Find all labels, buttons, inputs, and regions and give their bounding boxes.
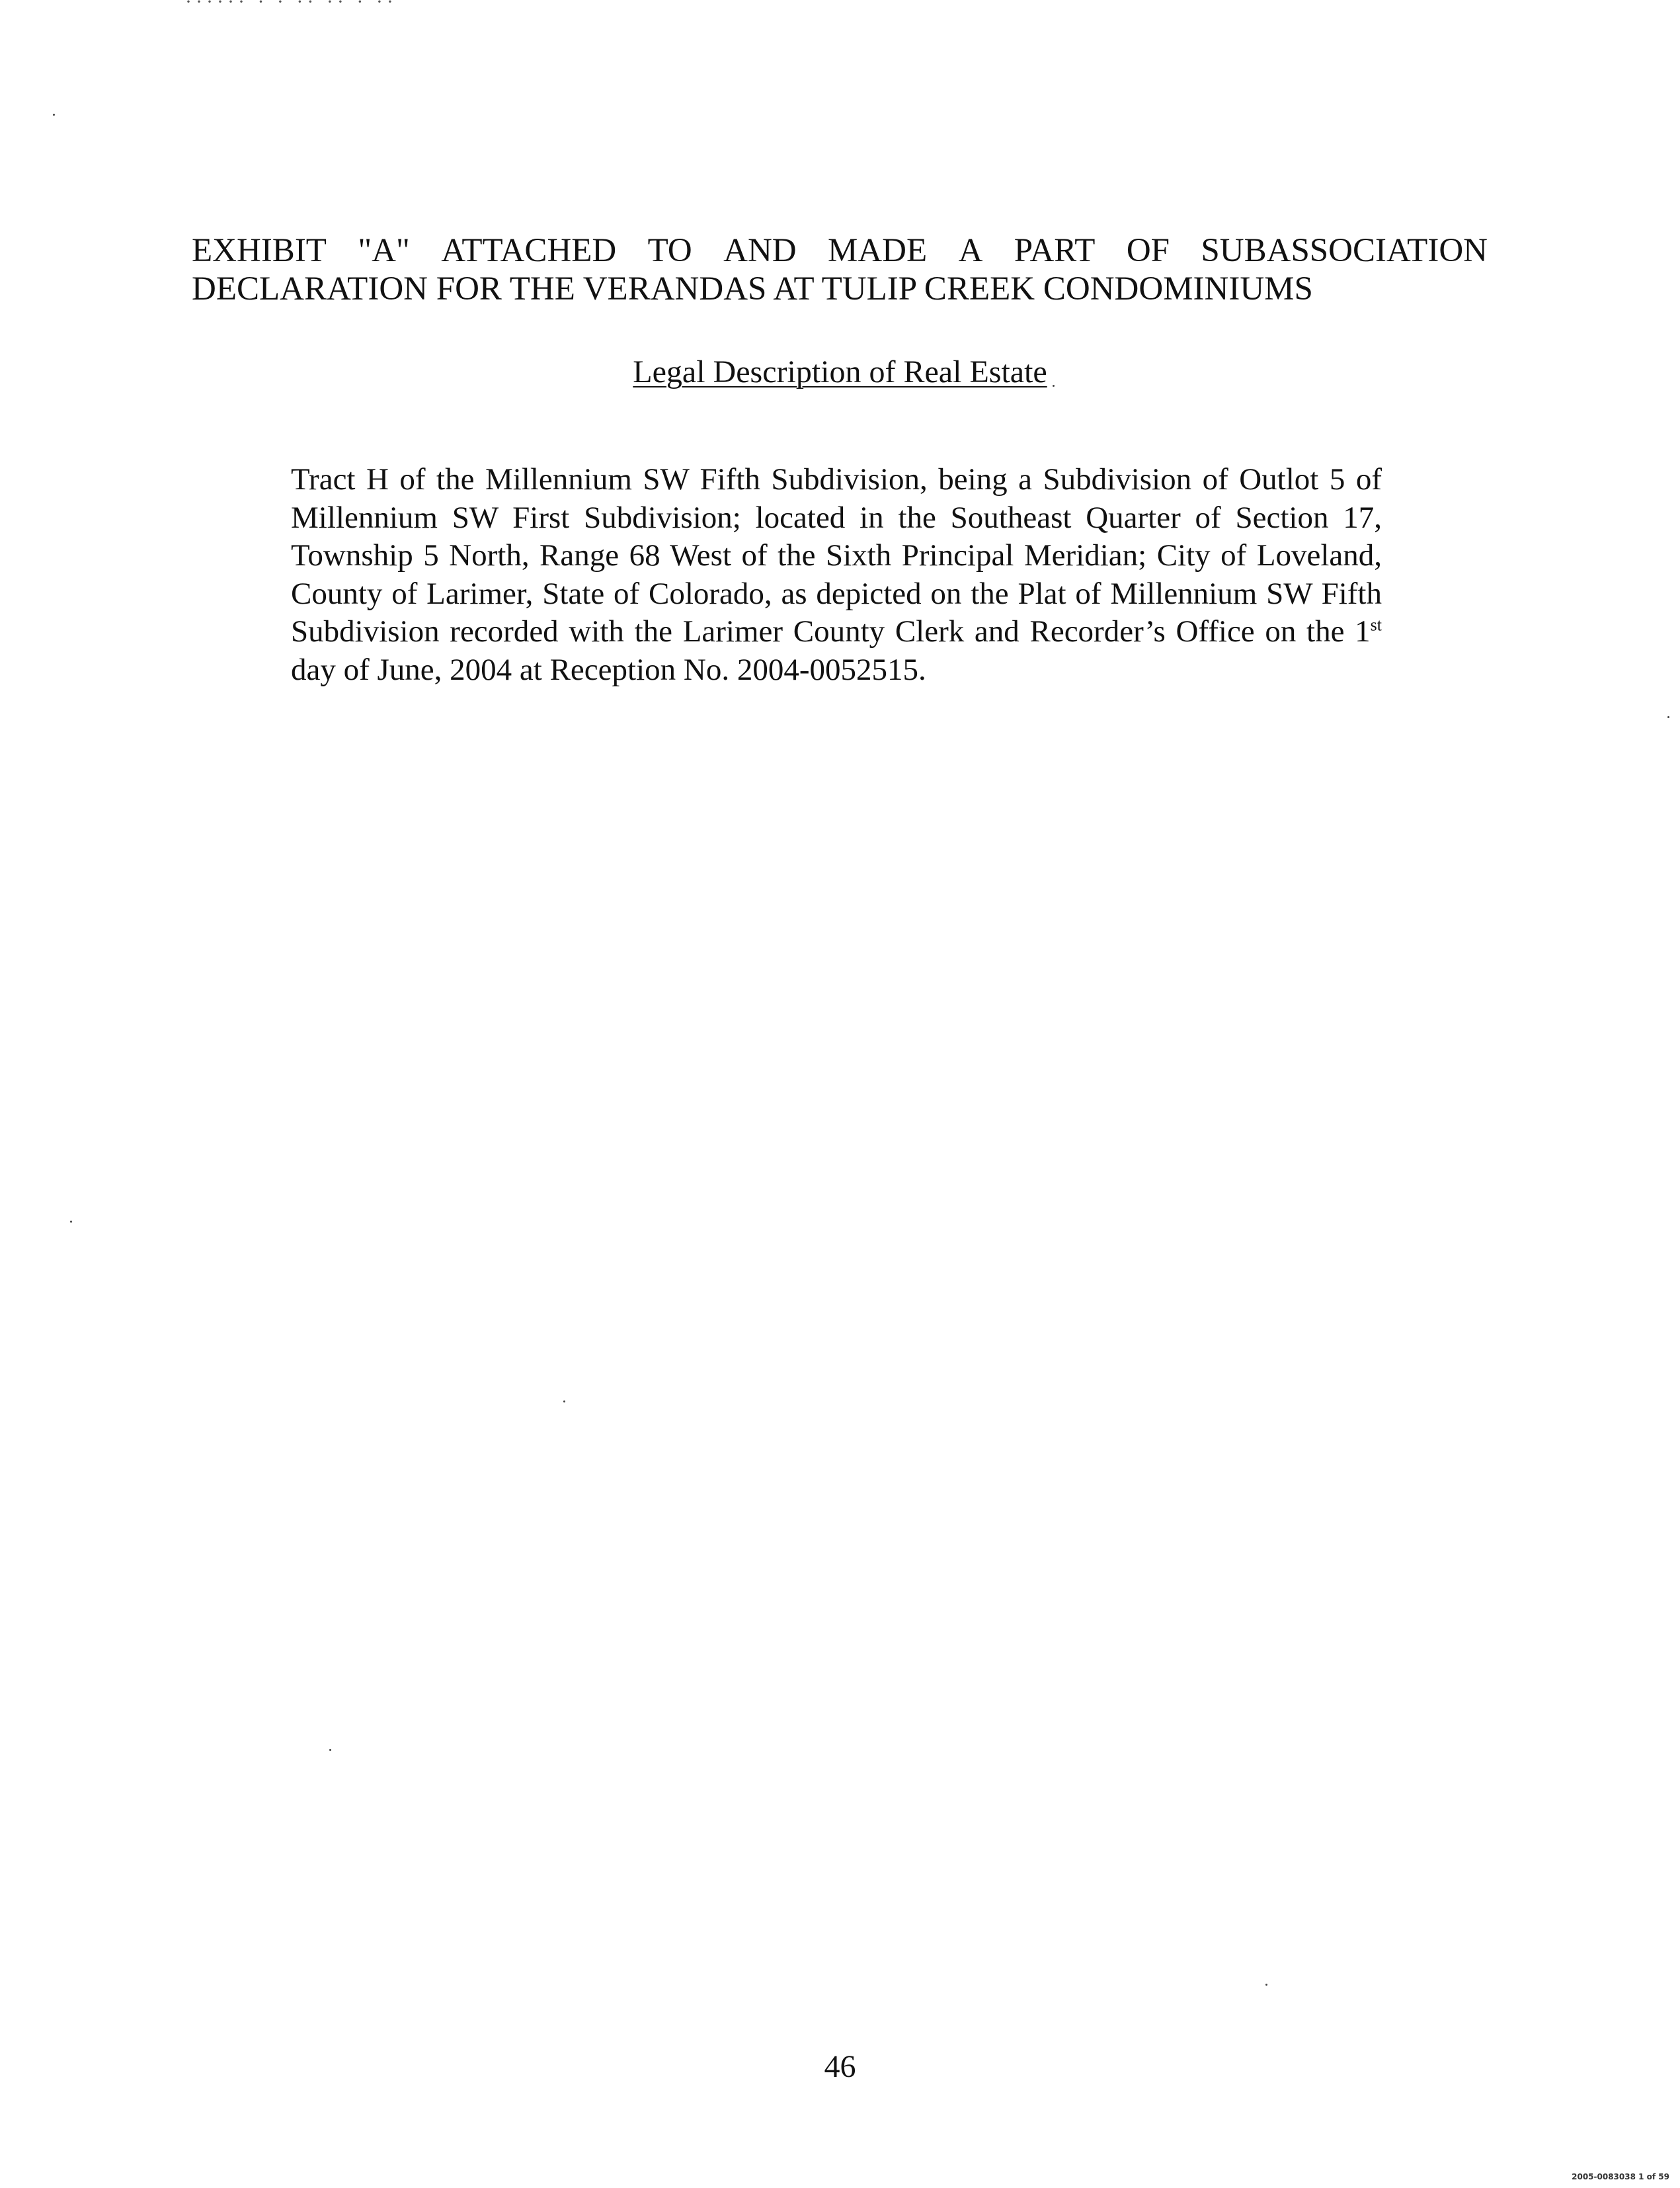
scan-speck <box>1667 716 1669 718</box>
heading-word: TO <box>647 232 692 269</box>
heading-word: PART <box>1014 232 1096 269</box>
scan-speck <box>329 1749 331 1751</box>
heading-line-2: DECLARATION FOR THE VERANDAS AT TULIP CREEK CONDOMINIUMS <box>192 270 1313 307</box>
heading-word: SUBASSOCIATION <box>1201 232 1488 269</box>
scan-artifact-text: ······ · · ·· ·· · ·· <box>185 0 397 13</box>
scan-speck <box>53 114 55 116</box>
heading-word: MADE <box>828 232 928 269</box>
page-number: 46 <box>824 2049 856 2084</box>
exhibit-heading <box>192 231 1488 308</box>
scan-speck <box>563 1400 565 1402</box>
legal-description-subtitle <box>0 354 1680 391</box>
heading-word: "A" <box>358 232 410 269</box>
recording-stamp: 2005-0083038 1 of 59 <box>1572 2172 1669 2181</box>
subtitle-text: Legal Description of Real Estate <box>633 354 1047 389</box>
heading-word: EXHIBIT <box>192 232 327 269</box>
scan-speck <box>1053 385 1055 387</box>
ordinal-superscript: st <box>1370 615 1382 635</box>
heading-word: OF <box>1126 232 1170 269</box>
heading-line-1 <box>192 231 1488 270</box>
heading-word: AND <box>723 232 797 269</box>
scan-speck <box>1265 1984 1267 1986</box>
heading-word: A <box>958 232 983 269</box>
legal-description-paragraph <box>291 461 1382 690</box>
heading-word: ATTACHED <box>441 232 617 269</box>
paragraph-text-part-1: Tract H of the Millennium SW Fifth Subdivision, being a Subdivision of Outlot 5 of Millennium SW First Subdivision; located in the Southeast Quarter of Section 17, Township 5 North, Range 68 West of the Sixth Principal Meridian; City of Loveland, County of Larimer, State of Colorado, as depicted on the Plat of Millennium SW Fifth Subdivision recorded with the Larimer County Clerk and Recorder’s Office on the 1 <box>291 462 1382 649</box>
scan-speck <box>70 1221 72 1223</box>
paragraph-text-part-2: day of June, 2004 at Reception No. 2004-0052515. <box>291 652 926 687</box>
